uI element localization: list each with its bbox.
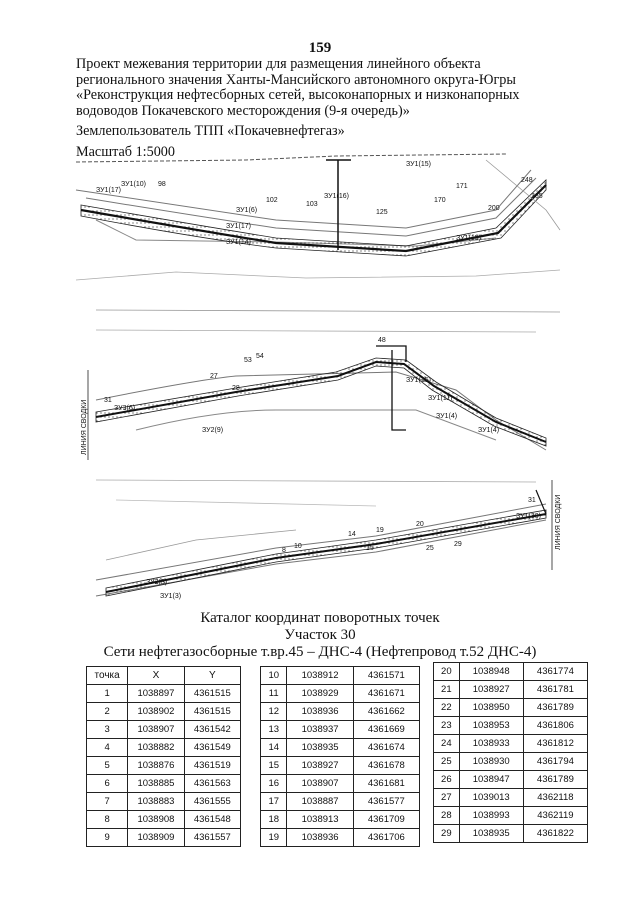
point-number-cell: 15 bbox=[261, 757, 287, 775]
point-number-cell: 3 bbox=[87, 721, 128, 739]
map2-label: ЗУ3(6) bbox=[114, 405, 136, 412]
map3-label: ЗУ2(3) bbox=[146, 579, 168, 586]
y-coordinate-cell: 4361678 bbox=[353, 757, 419, 775]
point-number-cell: 13 bbox=[261, 721, 287, 739]
map2-label: 27 bbox=[210, 373, 218, 380]
map3-label: ЛИНИЯ СВОДКИ bbox=[555, 494, 562, 550]
y-coordinate-cell: 4361662 bbox=[353, 703, 419, 721]
y-coordinate-cell: 4361671 bbox=[353, 685, 419, 703]
x-coordinate-cell: 1038908 bbox=[128, 811, 184, 829]
table-row bbox=[261, 793, 420, 811]
y-coordinate-cell: 4361794 bbox=[523, 753, 587, 771]
point-number-cell: 8 bbox=[87, 811, 128, 829]
table-row bbox=[434, 663, 588, 681]
table-row bbox=[87, 685, 241, 703]
map1-label: ЗУ1(14) bbox=[226, 239, 251, 246]
y-coordinate-cell: 4362119 bbox=[523, 807, 587, 825]
x-coordinate-cell: 1038883 bbox=[128, 793, 184, 811]
column-header: X bbox=[128, 667, 184, 685]
map1-label: ЗУ1(6) bbox=[236, 207, 258, 214]
map-view-1 bbox=[76, 150, 560, 290]
map2-label: ЗУ1(15) bbox=[406, 377, 431, 384]
point-number-cell: 28 bbox=[434, 807, 460, 825]
map1-label: 200 bbox=[488, 205, 500, 212]
y-coordinate-cell: 4361681 bbox=[353, 775, 419, 793]
y-coordinate-cell: 4361674 bbox=[353, 739, 419, 757]
x-coordinate-cell: 1038953 bbox=[459, 717, 523, 735]
x-coordinate-cell: 1038933 bbox=[459, 735, 523, 753]
point-number-cell: 23 bbox=[434, 717, 460, 735]
y-coordinate-cell: 4361706 bbox=[353, 829, 419, 847]
x-coordinate-cell: 1038913 bbox=[287, 811, 353, 829]
map-view-2 bbox=[76, 300, 560, 460]
map-scale: Масштаб 1:5000 bbox=[76, 143, 175, 160]
x-coordinate-cell: 1038936 bbox=[287, 829, 353, 847]
map3-label: 10 bbox=[294, 543, 302, 550]
x-coordinate-cell: 1038927 bbox=[459, 681, 523, 699]
map2-label: 53 bbox=[244, 357, 252, 364]
map2-label: ЗУ2(9) bbox=[202, 427, 224, 434]
x-coordinate-cell: 1038993 bbox=[459, 807, 523, 825]
table-row bbox=[87, 739, 241, 757]
point-number-cell: 25 bbox=[434, 753, 460, 771]
y-coordinate-cell: 4361557 bbox=[184, 829, 240, 847]
map3-label: ЗУ1(3) bbox=[160, 593, 182, 600]
catalog-title: Каталог координат поворотных точек bbox=[200, 610, 440, 626]
map3-label: ЗУ1(30) bbox=[516, 513, 541, 520]
map2-label: ЗУ1(4) bbox=[478, 427, 500, 434]
map1-label: ЗУ1(15) bbox=[456, 235, 481, 242]
map2-label: 54 bbox=[256, 353, 264, 360]
map1-label: ЗУ1(10) bbox=[121, 181, 146, 188]
table-row bbox=[87, 811, 241, 829]
map3-label: 29 bbox=[454, 541, 462, 548]
table-row bbox=[434, 789, 588, 807]
x-coordinate-cell: 1038876 bbox=[128, 757, 184, 775]
map1-label: ЗУ1(16) bbox=[324, 193, 349, 200]
x-coordinate-cell: 1038937 bbox=[287, 721, 353, 739]
map-view-3 bbox=[76, 470, 560, 610]
y-coordinate-cell: 4361806 bbox=[523, 717, 587, 735]
y-coordinate-cell: 4361781 bbox=[523, 681, 587, 699]
point-number-cell: 18 bbox=[261, 811, 287, 829]
x-coordinate-cell: 1038897 bbox=[128, 685, 184, 703]
x-coordinate-cell: 1038936 bbox=[287, 703, 353, 721]
land-user: Землепользователь ТПП «Покачевнефтегаз» bbox=[76, 123, 345, 139]
point-number-cell: 14 bbox=[261, 739, 287, 757]
map2-label: ЗУ1(4) bbox=[436, 413, 458, 420]
y-coordinate-cell: 4361789 bbox=[523, 699, 587, 717]
table-row bbox=[434, 807, 588, 825]
point-number-cell: 5 bbox=[87, 757, 128, 775]
coordinates-table-3 bbox=[433, 662, 588, 843]
map1-label: 102 bbox=[266, 197, 278, 204]
y-coordinate-cell: 4361555 bbox=[184, 793, 240, 811]
table-row bbox=[87, 775, 241, 793]
point-number-cell: 4 bbox=[87, 739, 128, 757]
table-row bbox=[261, 685, 420, 703]
point-number-cell: 11 bbox=[261, 685, 287, 703]
y-coordinate-cell: 4361563 bbox=[184, 775, 240, 793]
point-number-cell: 22 bbox=[434, 699, 460, 717]
x-coordinate-cell: 1038929 bbox=[287, 685, 353, 703]
y-coordinate-cell: 4361519 bbox=[184, 757, 240, 775]
point-number-cell: 24 bbox=[434, 735, 460, 753]
map1-label: 248 bbox=[521, 177, 533, 184]
table-row bbox=[261, 721, 420, 739]
document-header bbox=[76, 57, 546, 160]
header-line-4: водоводов Покачевского месторождения (9-я очередь)» bbox=[76, 102, 410, 119]
y-coordinate-cell: 4361515 bbox=[184, 703, 240, 721]
point-number-cell: 12 bbox=[261, 703, 287, 721]
y-coordinate-cell: 4361789 bbox=[523, 771, 587, 789]
map1-label: 125 bbox=[376, 209, 388, 216]
table-row bbox=[434, 825, 588, 843]
point-number-cell: 10 bbox=[261, 667, 287, 685]
point-number-cell: 9 bbox=[87, 829, 128, 847]
y-coordinate-cell: 4361548 bbox=[184, 811, 240, 829]
point-number-cell: 29 bbox=[434, 825, 460, 843]
coordinates-table-1 bbox=[86, 666, 241, 847]
point-number-cell: 19 bbox=[261, 829, 287, 847]
x-coordinate-cell: 1038882 bbox=[128, 739, 184, 757]
map1-label: 171 bbox=[456, 183, 468, 190]
catalog-section: Участок 30 bbox=[284, 627, 356, 643]
point-number-cell: 27 bbox=[434, 789, 460, 807]
y-coordinate-cell: 4361812 bbox=[523, 735, 587, 753]
map3-label: 8 bbox=[282, 547, 286, 554]
table-body bbox=[434, 663, 588, 843]
header-line-3: «Реконструкция нефтесборных сетей, высоконапорных и низконапорных bbox=[76, 87, 520, 103]
map2-label: 48 bbox=[378, 337, 386, 344]
table-body bbox=[87, 685, 241, 847]
map2-label: 31 bbox=[104, 397, 112, 404]
table-row bbox=[261, 703, 420, 721]
point-number-cell: 21 bbox=[434, 681, 460, 699]
point-number-cell: 7 bbox=[87, 793, 128, 811]
map3-label: 31 bbox=[528, 497, 536, 504]
table-row bbox=[434, 681, 588, 699]
x-coordinate-cell: 1038885 bbox=[128, 775, 184, 793]
point-number-cell: 26 bbox=[434, 771, 460, 789]
map3-label: 19 bbox=[376, 527, 384, 534]
map1-label: ЗУ1(15) bbox=[406, 161, 431, 168]
x-coordinate-cell: 1038907 bbox=[128, 721, 184, 739]
table-header-row bbox=[87, 667, 241, 685]
map3-label: 15 bbox=[366, 545, 374, 552]
map1-label: 170 bbox=[434, 197, 446, 204]
table-row bbox=[434, 771, 588, 789]
x-coordinate-cell: 1038947 bbox=[459, 771, 523, 789]
catalog-network: Сети нефтегазосборные т.вр.45 – ДНС-4 (Нефтепровод т.52 ДНС-4) bbox=[103, 644, 537, 660]
x-coordinate-cell: 1038902 bbox=[128, 703, 184, 721]
table-row bbox=[261, 739, 420, 757]
point-number-cell: 6 bbox=[87, 775, 128, 793]
map3-label: 14 bbox=[348, 531, 356, 538]
x-coordinate-cell: 1038887 bbox=[287, 793, 353, 811]
map2-label: 28 bbox=[232, 385, 240, 392]
point-number-cell: 17 bbox=[261, 793, 287, 811]
y-coordinate-cell: 4361549 bbox=[184, 739, 240, 757]
map1-label: 103 bbox=[306, 201, 318, 208]
table-row bbox=[261, 667, 420, 685]
table-row bbox=[87, 829, 241, 847]
y-coordinate-cell: 4361542 bbox=[184, 721, 240, 739]
map1-label: ЗУ1(17) bbox=[96, 187, 121, 194]
table-row bbox=[434, 753, 588, 771]
y-coordinate-cell: 4361709 bbox=[353, 811, 419, 829]
y-coordinate-cell: 4362118 bbox=[523, 789, 587, 807]
x-coordinate-cell: 1039013 bbox=[459, 789, 523, 807]
x-coordinate-cell: 1038935 bbox=[459, 825, 523, 843]
map1-label: 98 bbox=[158, 181, 166, 188]
map3-label: 20 bbox=[416, 521, 424, 528]
y-coordinate-cell: 4361774 bbox=[523, 663, 587, 681]
table-row bbox=[261, 775, 420, 793]
y-coordinate-cell: 4361822 bbox=[523, 825, 587, 843]
x-coordinate-cell: 1038950 bbox=[459, 699, 523, 717]
x-coordinate-cell: 1038927 bbox=[287, 757, 353, 775]
table-row bbox=[87, 757, 241, 775]
map2-label: ЛИНИЯ СВОДКИ bbox=[81, 399, 88, 455]
point-number-cell: 20 bbox=[434, 663, 460, 681]
x-coordinate-cell: 1038909 bbox=[128, 829, 184, 847]
x-coordinate-cell: 1038948 bbox=[459, 663, 523, 681]
map1-label: 265 bbox=[531, 193, 543, 200]
table-row bbox=[87, 703, 241, 721]
table-row bbox=[261, 829, 420, 847]
x-coordinate-cell: 1038930 bbox=[459, 753, 523, 771]
page-number: 159 bbox=[308, 40, 332, 56]
table-row bbox=[261, 757, 420, 775]
y-coordinate-cell: 4361669 bbox=[353, 721, 419, 739]
map3-label: 25 bbox=[426, 545, 434, 552]
column-header: точка bbox=[87, 667, 128, 685]
point-number-cell: 16 bbox=[261, 775, 287, 793]
table-row bbox=[87, 793, 241, 811]
header-line-2: регионального значения Ханты-Мансийского автономного округа-Югры bbox=[76, 71, 516, 88]
map1-label: ЗУ1(17) bbox=[226, 223, 251, 230]
y-coordinate-cell: 4361577 bbox=[353, 793, 419, 811]
x-coordinate-cell: 1038912 bbox=[287, 667, 353, 685]
point-number-cell: 1 bbox=[87, 685, 128, 703]
map2-label: ЗУ1(11) bbox=[428, 395, 453, 402]
table-body bbox=[261, 667, 420, 847]
table-row bbox=[87, 721, 241, 739]
column-header: Y bbox=[184, 667, 240, 685]
header-line-1: Проект межевания территории для размещения линейного объекта bbox=[76, 56, 481, 72]
coordinates-table-2 bbox=[260, 666, 420, 847]
y-coordinate-cell: 4361571 bbox=[353, 667, 419, 685]
x-coordinate-cell: 1038935 bbox=[287, 739, 353, 757]
table-row bbox=[434, 735, 588, 753]
point-number-cell: 2 bbox=[87, 703, 128, 721]
y-coordinate-cell: 4361515 bbox=[184, 685, 240, 703]
x-coordinate-cell: 1038907 bbox=[287, 775, 353, 793]
table-row bbox=[261, 811, 420, 829]
table-row bbox=[434, 717, 588, 735]
table-row bbox=[434, 699, 588, 717]
